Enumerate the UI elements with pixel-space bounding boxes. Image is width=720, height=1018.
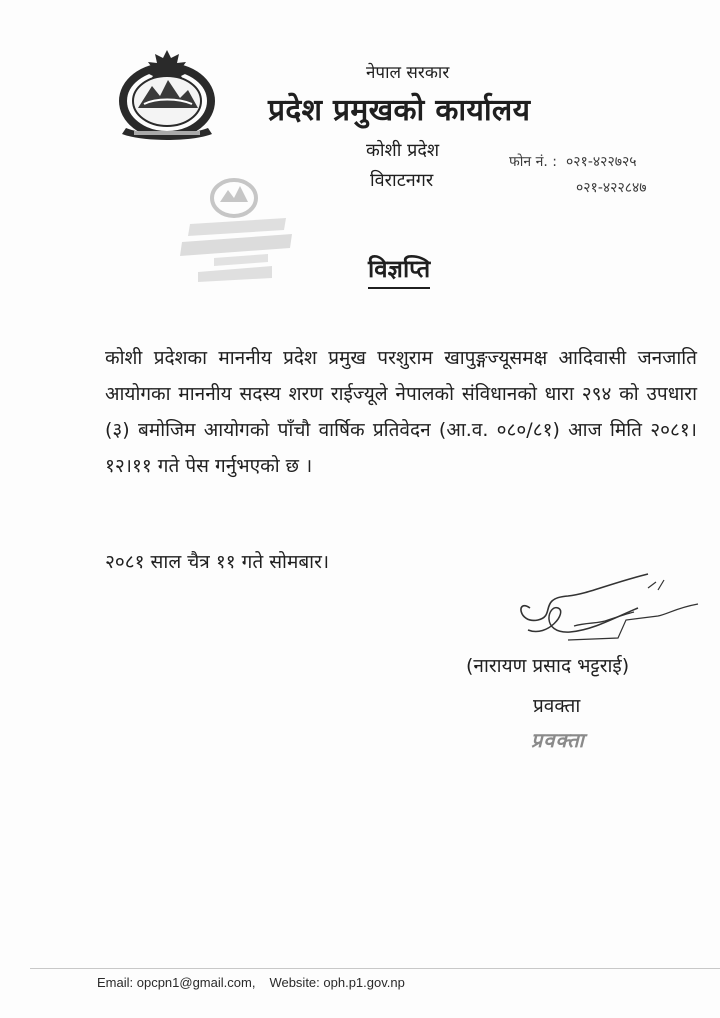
signatory-name: (नारायण प्रसाद भट्टराई) [466,655,630,677]
footer-contact [97,975,405,990]
city-name: विराटनगर [370,170,434,191]
province-name: कोशी प्रदेश [366,140,440,161]
office-seal-icon [176,172,298,284]
signature-icon [508,568,708,658]
signatory-title: प्रवक्ता [533,695,581,717]
phone-number-2: ०२१-४२२८४७ [576,180,647,196]
nepal-emblem-icon [108,46,226,146]
government-name: नेपाल सरकार [366,63,450,83]
footer-email: Email: opcpn1@gmail.com, [97,975,256,990]
title-stamp: प्रवक्ता [531,728,585,752]
notice-date: २०८१ साल चैत्र ११ गते सोमबार। [105,551,330,573]
office-name: प्रदेश प्रमुखको कार्यालय [268,93,531,128]
phone-label: फोन नं. : [509,154,558,170]
notice-title: विज्ञप्ति [368,252,430,289]
footer-divider [30,968,720,969]
footer-website: Website: oph.p1.gov.np [269,975,405,990]
phone-number-1: ०२१-४२२७२५ [566,154,637,170]
notice-body: कोशी प्रदेशका माननीय प्रदेश प्रमुख परशुराम खापुङ्गज्यूसमक्ष आदिवासी जनजाति आयोगका माननीय सदस्य शरण राईज्यूले नेपालको संविधानको धारा २९४ को उपधारा (३) बमोजिम आयोगको पाँचौ वार्षिक प्रतिवेदन (आ.व. ०८०/८१) आज मिति २०८१।१२।११ गते पेस गर्नुभएको छ । [105,347,697,477]
